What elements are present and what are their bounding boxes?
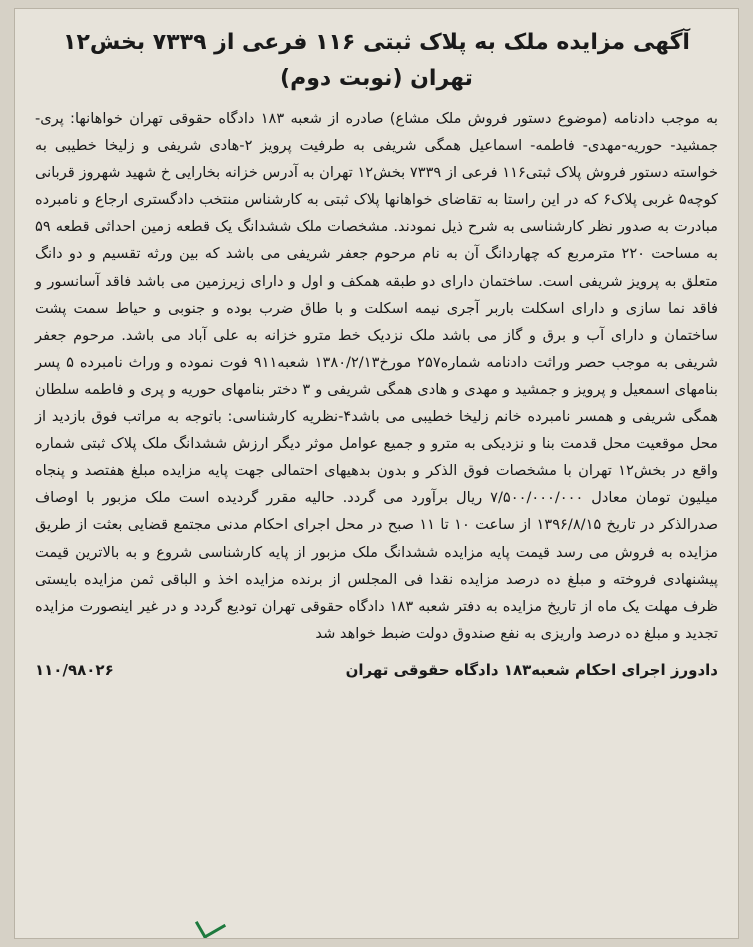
notice-footer: [35, 661, 718, 679]
reference-number: ۱۱۰/۹۸۰۲۶: [35, 660, 114, 679]
notice-clipping: [14, 8, 739, 939]
checkmark-icon: [195, 910, 226, 939]
notice-paragraph: به موجب دادنامه (موضوع دستور فروش ملک مشاع) صادره از شعبه ۱۸۳ دادگاه حقوقی تهران خواهانها: پری- جمشید- حوریه-مهدی- فاطمه- اسماعیل همگی شریفی به طرفیت پرویز ۲-هادی شریفی و زلیخا خطیبی به خواسته دستور فروش پلاک ثبتی۱۱۶ فرعی از ۷۳۳۹ بخش۱۲ تهران به آدرس خزانه بخارایی خ شهید شهروز قربانی کوچه۵ غربی پلاک۶ که در این راستا به تقاضای خواهانها پلاک ثبتی به کارشناس منتخب دادگستری ارجاع و نامبرده مبادرت به صدور نظر کارشناسی به شرح ذیل نمودند. مشخصات ملک ششدانگ یک قطعه زمین احداثی قطعه ۵۹ به مساحت ۲۲۰ مترمربع که چهاردانگ آن به نام مرحوم جعفر شریفی می باشد که بین ورثه تقسیم و دو دانگ متعلق به پرویز شریفی است. ساختمان دارای دو طبقه همکف و اول و دارای زیرزمین می باشد فاقد آسانسور و فاقد نما سازی و دارای اسکلت باربر آجری نیمه اسکلت و با طاق ضرب بوده و جنوبی و حیاط سمت پشت ساختمان و دارای آب و برق و گاز می باشد ملک نزدیک خط مترو خزانه به علی آباد می باشد. مرحوم جعفر شریفی به موجب حصر وراثت دادنامه شماره۲۵۷ مورخ۱۳۸۰/۲/۱۳ شعبه۹۱۱ فوت نموده و وراث نامبرده ۵ پسر بنامهای اسمعیل و پرویز و جمشید و مهدی و هادی همگی شریفی و ۳ دختر بنامهای حوریه و پری و فاطمه سلطان همگی شریفی و همسر نامبرده خانم زلیخا خطیبی می باشد۴-نظریه کارشناسی: باتوجه به مراتب فوق بازدید از محل موقعیت محل قدمت بنا و نزدیکی به مترو و جمیع عوامل موثر دیگر ارزش ششدانگ ملک پلاک ثبتی شماره واقع در بخش۱۲ تهران با مشخصات فوق الذکر و بدون بدهیهای احتمالی جهت پایه مزایده مبلغ هفتصد و پنجاه میلیون تومان معادل ۷/۵۰۰/۰۰۰/۰۰۰ ریال برآورد می گردد. حالیه مقرر گردیده است ملک مزبور با اوصاف صدرالذکر در تاریخ ۱۳۹۶/۸/۱۵ از ساعت ۱۰ تا ۱۱ صبح در محل اجرای احکام مدنی مجتمع قضایی بعثت از طریق مزایده به فروش می رسد قیمت پایه مزایده ششدانگ ملک مزبور از پایه کارشناسی شروع و به بالاترین قیمت پیشنهادی فروخته و مبلغ ده درصد مزایده نقدا فی المجلس از برنده مزایده اخذ و الباقی ثمن مزایده بایستی ظرف مهلت یک ماه از تاریخ مزایده به دفتر شعبه ۱۸۳ دادگاه حقوقی تهران تودیع گردد و در غیر اینصورت مزایده تجدید و مبلغ ده درصد واریزی به نفع صندوق دولت ضبط خواهد شد: [35, 110, 719, 642]
notice-body: [35, 105, 718, 647]
notice-title-line-1: آگهی مزایده ملک به پلاک ثبتی ۱۱۶ فرعی از ۷۳۳۹ بخش۱۲: [63, 30, 690, 55]
notice-title-line-2: تهران (نوبت دوم): [280, 66, 473, 91]
notice-title: [35, 25, 718, 97]
signature: دادورز اجرای احکام شعبه۱۸۳ دادگاه حقوقی تهران: [345, 660, 718, 679]
